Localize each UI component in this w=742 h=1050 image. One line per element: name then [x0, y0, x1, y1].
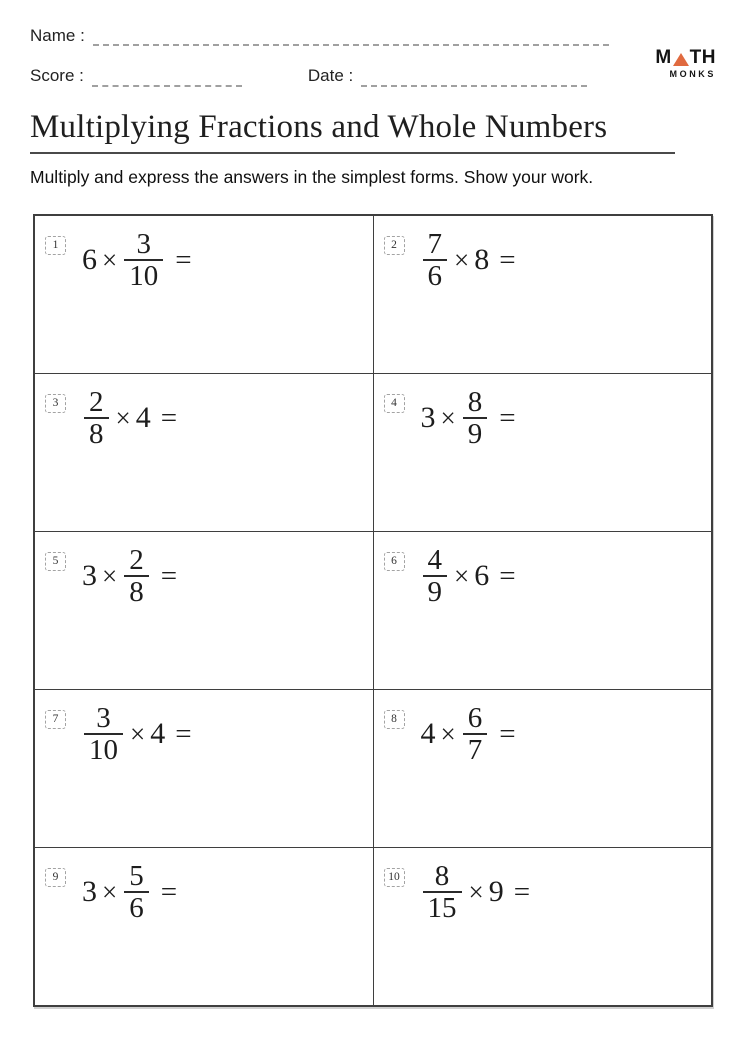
problem-expression	[419, 703, 519, 765]
date-label: Date :	[307, 66, 354, 86]
fraction-numerator: 2	[89, 385, 104, 418]
fraction	[84, 703, 123, 765]
multiplication-sign: ×	[115, 402, 131, 433]
problem-number-badge: 10	[384, 868, 405, 887]
score-date-field-row	[30, 66, 714, 86]
fraction-denominator: 8	[124, 575, 149, 607]
whole-number: 8	[474, 243, 490, 277]
problem-cell[interactable]	[374, 848, 712, 1005]
whole-number: 3	[420, 401, 436, 435]
equals-sign: =	[513, 875, 531, 908]
fraction-denominator: 6	[423, 259, 448, 291]
multiplication-sign: ×	[454, 560, 470, 591]
fraction-denominator: 9	[463, 417, 488, 449]
fraction-numerator: 4	[427, 543, 442, 576]
score-label: Score :	[30, 66, 84, 86]
math-monks-logo	[655, 48, 716, 79]
problem-expression	[80, 387, 180, 449]
problem-number-badge: 6	[384, 552, 405, 571]
multiplication-sign: ×	[440, 402, 456, 433]
problem-expression	[80, 703, 195, 765]
fraction-denominator: 8	[84, 417, 109, 449]
equals-sign: =	[499, 243, 516, 276]
problem-cell[interactable]	[374, 374, 712, 531]
date-input-line[interactable]	[361, 71, 587, 87]
whole-number: 9	[488, 875, 504, 909]
fraction-numerator: 6	[467, 701, 483, 734]
fraction-denominator: 7	[463, 733, 488, 765]
name-field-row	[30, 26, 714, 46]
problem-expression	[419, 861, 534, 923]
problem-cell[interactable]	[374, 532, 712, 689]
fraction-denominator: 9	[423, 575, 448, 607]
fraction	[423, 229, 448, 291]
multiplication-sign: ×	[440, 718, 456, 749]
problem-cell[interactable]	[374, 690, 712, 847]
problem-expression	[80, 861, 180, 923]
worksheet-header	[0, 0, 742, 87]
problem-number-badge: 8	[384, 710, 405, 729]
fraction	[423, 545, 448, 607]
problem-cell[interactable]	[35, 848, 373, 1005]
fraction	[124, 545, 149, 607]
fraction	[463, 387, 488, 449]
fraction-numerator: 3	[136, 227, 151, 260]
equals-sign: =	[175, 243, 192, 276]
equals-sign: =	[499, 401, 516, 434]
fraction-denominator: 10	[84, 733, 123, 765]
whole-number: 4	[420, 717, 436, 751]
fraction-numerator: 8	[467, 385, 483, 418]
name-label: Name :	[30, 26, 85, 45]
whole-number: 6	[474, 559, 490, 593]
problem-number-badge: 4	[384, 394, 405, 413]
whole-number: 3	[82, 559, 97, 593]
multiplication-sign: ×	[102, 244, 118, 275]
fraction	[124, 229, 163, 291]
fraction-numerator: 3	[96, 701, 111, 734]
problem-number-badge: 2	[384, 236, 405, 255]
problem-number-badge: 5	[45, 552, 66, 571]
equals-sign: =	[499, 559, 516, 592]
fraction-denominator: 15	[423, 891, 462, 923]
equals-sign: =	[499, 717, 516, 750]
logo-letters-th: TH	[689, 47, 716, 68]
fraction-numerator: 8	[434, 859, 450, 892]
score-input-line[interactable]	[92, 71, 242, 87]
fraction-denominator: 10	[124, 259, 163, 291]
fraction-numerator: 5	[129, 859, 144, 892]
fraction-numerator: 7	[427, 227, 442, 260]
multiplication-sign: ×	[454, 244, 470, 275]
problem-expression	[419, 387, 519, 449]
whole-number: 6	[82, 243, 97, 277]
logo-wordmark	[655, 48, 716, 67]
fraction	[124, 861, 149, 923]
problem-number-badge: 1	[45, 236, 66, 255]
instruction-text: Multiply and express the answers in the simplest forms. Show your work.	[30, 167, 594, 188]
fraction	[84, 387, 109, 449]
fraction-numerator: 2	[129, 543, 144, 576]
page-title: Multiplying Fractions and Whole Numbers	[30, 108, 608, 145]
equals-sign: =	[160, 401, 178, 434]
problem-cell[interactable]	[35, 532, 373, 689]
logo-subtitle: MONKS	[669, 69, 716, 79]
logo-triangle-icon	[673, 53, 689, 66]
title-underline	[30, 152, 675, 154]
problem-cell[interactable]	[35, 216, 373, 373]
problem-expression	[419, 545, 519, 607]
problem-number-badge: 3	[45, 394, 66, 413]
multiplication-sign: ×	[102, 876, 118, 907]
fraction	[463, 703, 488, 765]
problem-number-badge: 7	[45, 710, 66, 729]
problem-number-badge: 9	[45, 868, 66, 887]
multiplication-sign: ×	[102, 560, 118, 591]
fraction-denominator: 6	[124, 891, 149, 923]
problem-cell[interactable]	[35, 690, 373, 847]
problem-expression	[80, 229, 195, 291]
whole-number: 3	[82, 875, 97, 909]
equals-sign: =	[175, 717, 192, 750]
problem-cell[interactable]	[35, 374, 373, 531]
equals-sign: =	[160, 875, 178, 908]
multiplication-sign: ×	[468, 876, 484, 907]
problems-table	[33, 214, 713, 1007]
whole-number: 4	[135, 401, 151, 435]
name-input-line[interactable]	[93, 30, 609, 46]
logo-letter-m: M	[655, 47, 672, 68]
whole-number: 4	[150, 717, 166, 751]
fraction	[423, 861, 462, 923]
multiplication-sign: ×	[130, 718, 146, 749]
problem-expression	[80, 545, 180, 607]
problem-expression	[419, 229, 519, 291]
equals-sign: =	[160, 559, 178, 592]
problem-cell[interactable]	[374, 216, 712, 373]
